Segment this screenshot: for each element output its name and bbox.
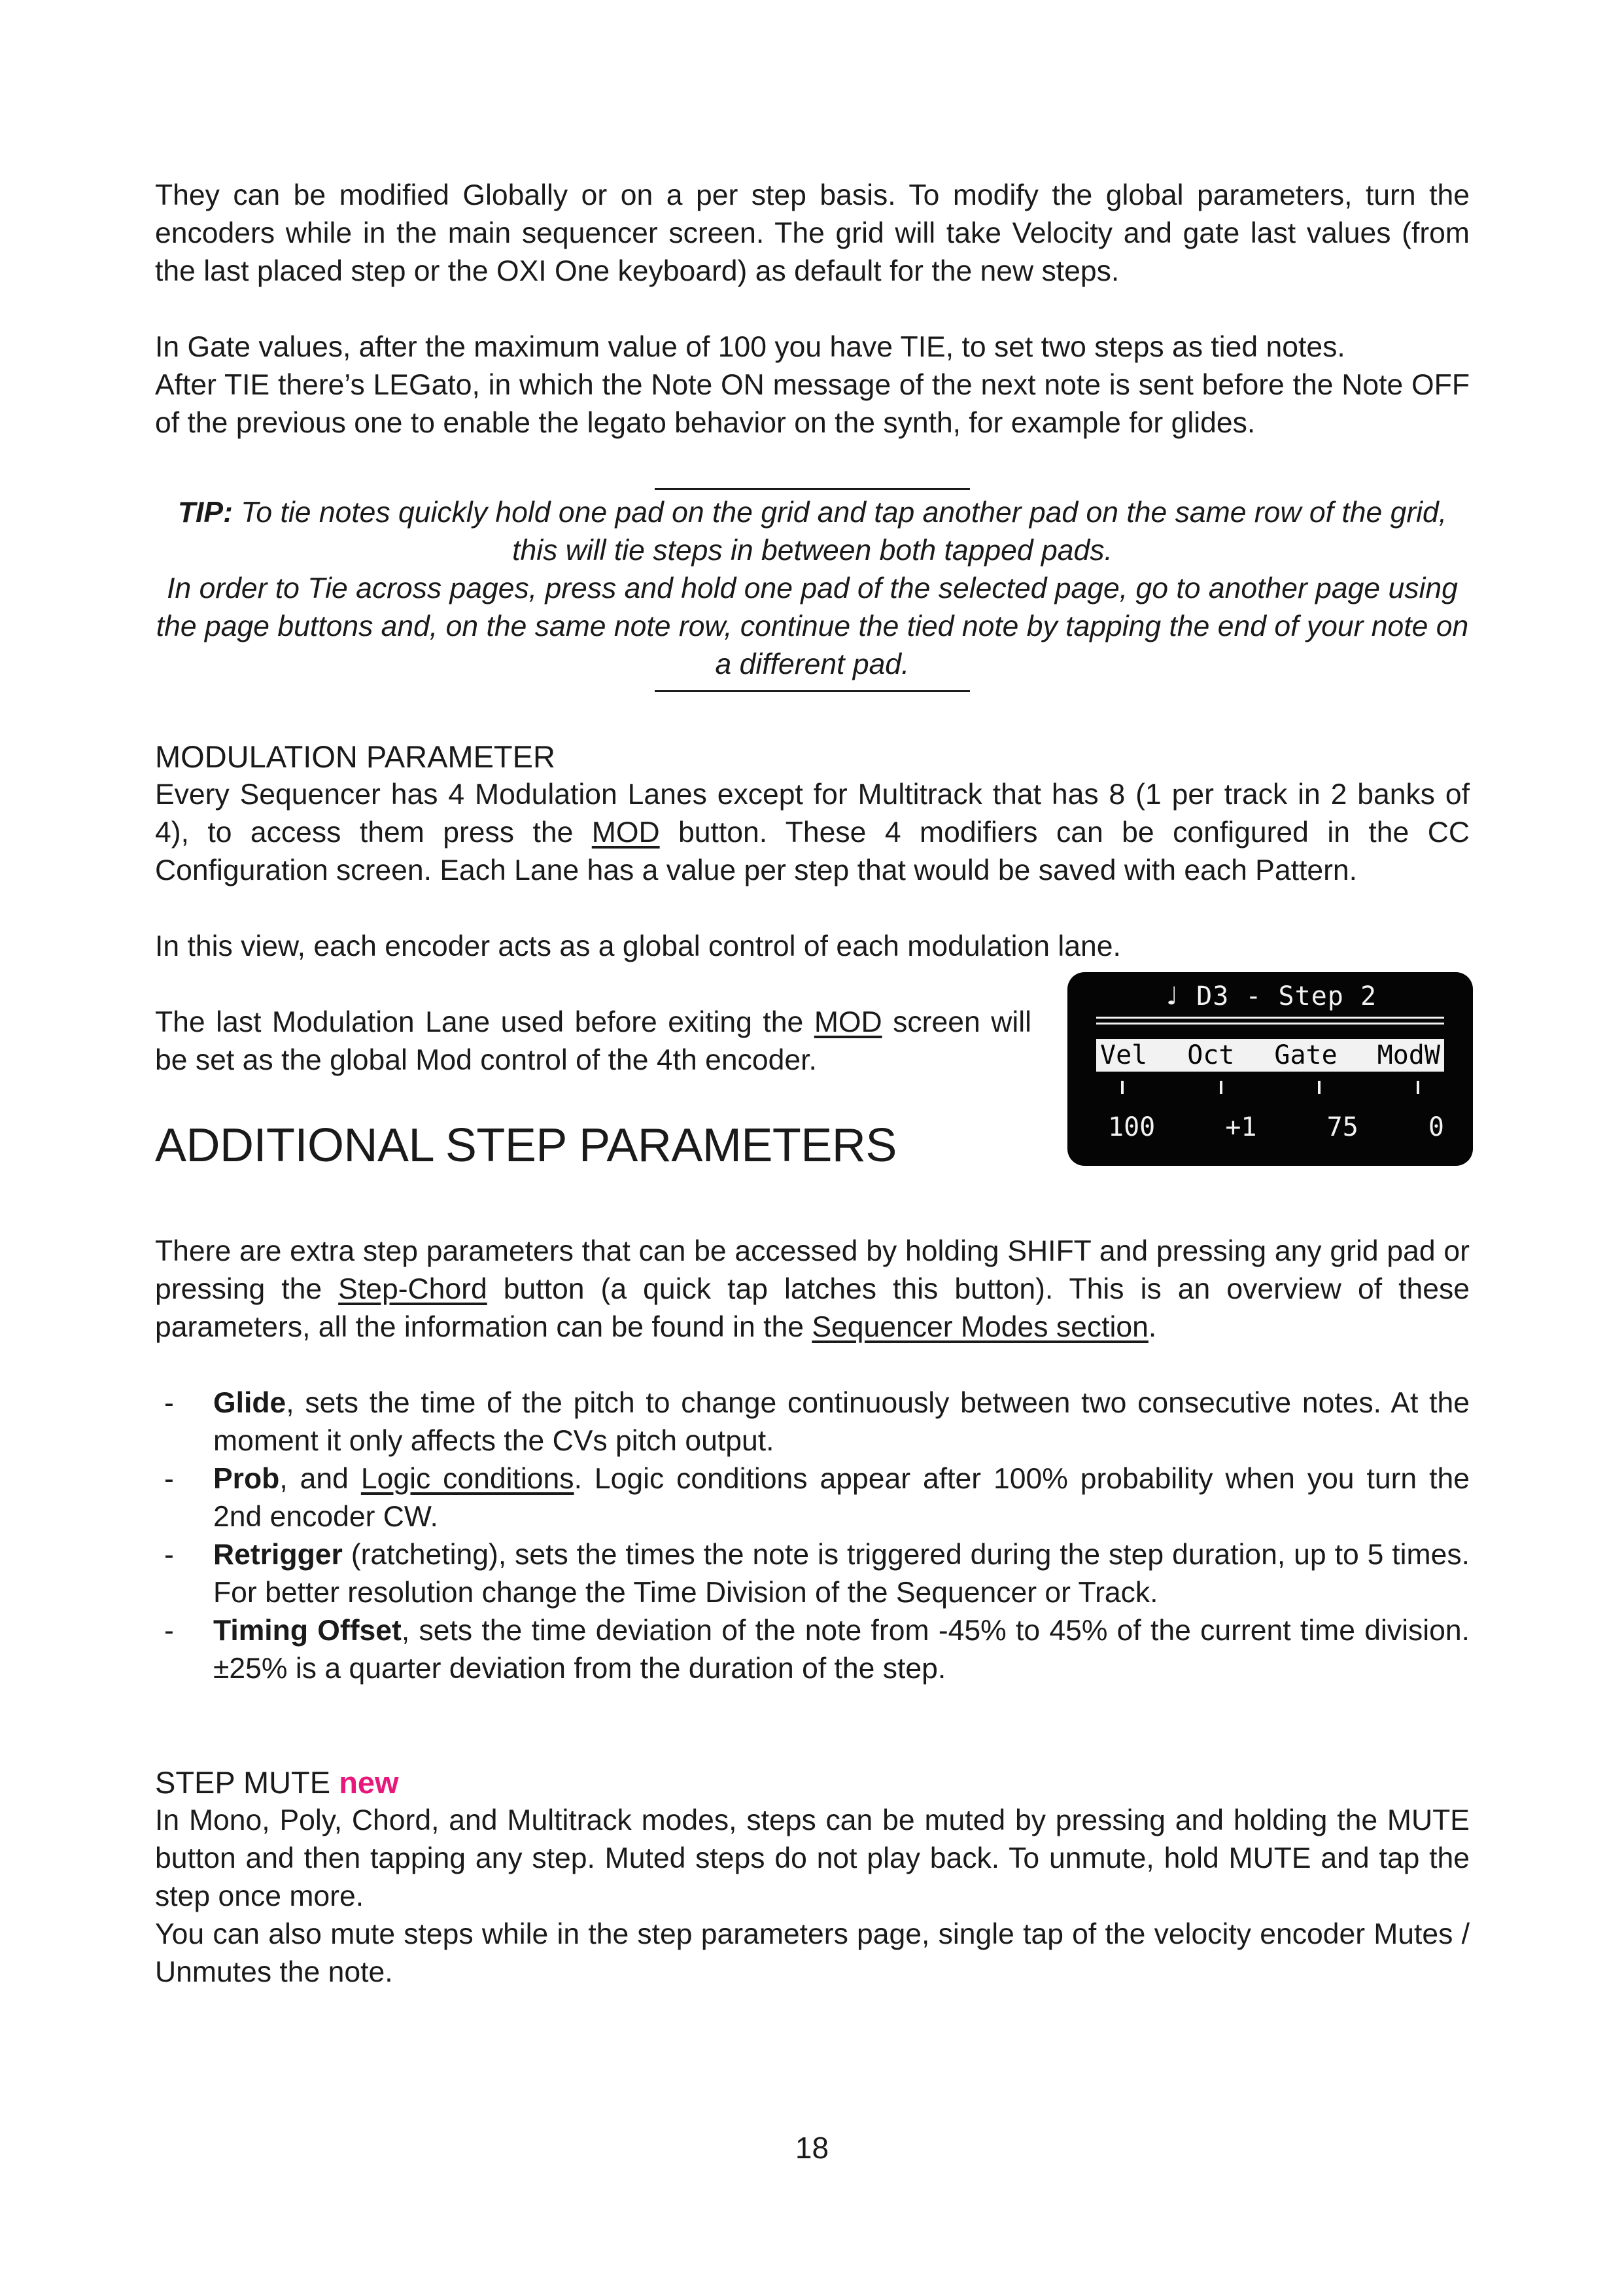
oled-ticks [1096,1081,1444,1094]
prob-prelink: , and [279,1463,361,1495]
additional-text-b: button (a quick tap latches this button). This is an overview of these parameters, all the information can be found in the [155,1273,1470,1343]
modulation-heading: MODULATION PARAMETER [155,739,555,774]
tip-text-2: In order to Tie across pages, press and hold one pad of the selected page, go to another page using the page buttons and, on the same note row, continue the tied note by tapping the end of your note on a different pad. [156,572,1469,680]
page-number: 18 [795,2131,829,2165]
retrigger-label: Retrigger [213,1539,343,1571]
oled-header-oct: Oct [1187,1040,1235,1070]
glide-label: Glide [213,1387,286,1419]
retrigger-text: (ratcheting), sets the times the note is triggered during the step duration, up to 5 times. For better resolution change the Time Division of the Sequencer or Track. [213,1539,1470,1609]
mod-lane-row [155,981,1470,1226]
oled-header-vel: Vel [1100,1040,1148,1070]
oled-title: ♩ D3 - Step 2 [1163,981,1377,1011]
list-dash: - [164,1615,174,1647]
logic-conditions-link[interactable]: Logic conditions [360,1463,574,1495]
encoder-paragraph: In this view, each encoder acts as a global control of each modulation lane. [155,930,1121,962]
oled-divider [1096,1017,1444,1019]
list-dash: - [164,1463,174,1495]
tip-paragraph [155,494,1470,570]
oled-value-modw: 0 [1428,1112,1444,1142]
oled-header-gate: Gate [1274,1040,1338,1070]
tip-label: TIP: [177,497,233,529]
oled-header-modw: ModW [1377,1040,1440,1070]
list-dash: - [164,1387,174,1419]
prob-label: Prob [213,1463,280,1495]
list-item-prob [155,1460,1470,1536]
step-mute-heading [155,1764,1470,1802]
list-item-glide [155,1384,1470,1460]
last-lane-text-a: The last Modulation Lane used before exiting the [155,1006,814,1038]
oled-values [1096,1112,1444,1142]
oled-tick [1220,1081,1222,1094]
prob-text: . Logic conditions appear after 100% probability when you turn the 2nd encoder CW. [213,1463,1470,1533]
step-chord-link[interactable]: Step-Chord [338,1273,487,1305]
additional-heading: ADDITIONAL STEP PARAMETERS [155,1119,897,1172]
new-badge: new [339,1765,399,1800]
sequencer-modes-link[interactable]: Sequencer Modes section [812,1311,1149,1343]
step-parameter-list [155,1384,1470,1688]
additional-paragraph [155,1233,1470,1346]
oled-header-bar [1096,1039,1444,1072]
last-lane-text-b: screen will be set as the global Mod control of the 4th encoder. [155,1006,1032,1076]
oled-tick [1318,1081,1321,1094]
modulation-text-a: Every Sequencer has 4 Modulation Lanes except for Multitrack that has 8 (1 per track in 2 banks of 4), to access them press the [155,779,1470,849]
modulation-paragraph [155,776,1470,890]
oled-tick [1417,1081,1419,1094]
timing-offset-text: , sets the time deviation of the note from -45% to 45% of the current time division. ±25% is a quarter deviation from the duration of the step. [213,1615,1470,1685]
oled-screen [1067,972,1473,1166]
oled-divider [1096,1023,1444,1025]
list-item-retrigger [155,1536,1470,1612]
list-dash: - [164,1539,174,1571]
step-mute-title: STEP MUTE [155,1765,339,1800]
additional-text-c: . [1148,1311,1157,1343]
tip-text-1: To tie notes quickly hold one pad on the grid and tap another pad on the same row of the grid, this will tie steps in between both tapped pads. [232,497,1447,567]
oled-value-gate: 75 [1326,1112,1358,1142]
list-item-timing-offset [155,1612,1470,1688]
timing-offset-label: Timing Offset [213,1615,402,1647]
legato-paragraph: After TIE there’s LEGato, in which the Note ON message of the next note is sent before the Note OFF of the previous one to enable the legato behavior on the synth, for example for glides. [155,369,1470,439]
oled-value-oct: +1 [1225,1112,1257,1142]
step-mute-paragraph: In Mono, Poly, Chord, and Multitrack modes, steps can be muted by pressing and holding the MUTE button and then tapping any step. Muted steps do not play back. To unmute, hold MUTE and tap the step once more. [155,1804,1470,1912]
oled-value-vel: 100 [1108,1112,1156,1142]
page-content [155,177,1470,1991]
gate-paragraph-line: In Gate values, after the maximum value of 100 you have TIE, to set two steps as tied notes. [155,331,1345,363]
modulation-text-b: button. These 4 modifiers can be configured in the CC Configuration screen. Each Lane has a value per step that would be saved with each Pattern. [155,816,1470,886]
mod-screen-link[interactable]: MOD [814,1006,882,1038]
intro-paragraph: They can be modified Globally or on a per step basis. To modify the global parameters, turn the encoders while in the main sequencer screen. The grid will take Velocity and gate last values (from the last placed step or the OXI One keyboard) as default for the new steps. [155,179,1470,287]
glide-text: , sets the time of the pitch to change continuously between two consecutive notes. At the moment it only affects the CVs pitch output. [213,1387,1470,1457]
additional-text-a: There are extra step parameters that can be accessed by holding SHIFT and pressing any grid pad or pressing the [155,1235,1470,1305]
tip-top-rule [655,488,970,490]
step-mute-paragraph-2: You can also mute steps while in the step parameters page, single tap of the velocity encoder Mutes / Unmutes the note. [155,1918,1470,1988]
oled-tick [1121,1081,1124,1094]
last-lane-paragraph [155,1004,1031,1079]
mod-link[interactable]: MOD [591,816,660,849]
